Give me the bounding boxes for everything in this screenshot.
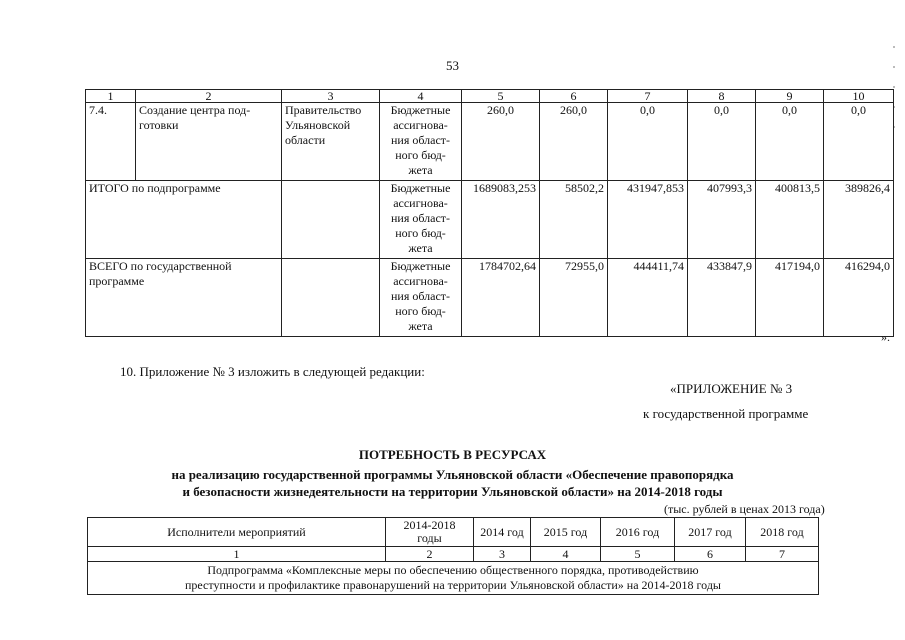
value-cell: 72955,0: [540, 259, 608, 337]
value-cell: 58502,2: [540, 181, 608, 259]
column-number: 1: [88, 547, 386, 562]
value-cell: 433847,9: [688, 259, 756, 337]
value-cell: 407993,3: [688, 181, 756, 259]
row-code: 7.4.: [86, 103, 136, 181]
budget-table: [85, 89, 894, 337]
column-number: 9: [756, 90, 824, 103]
amendment-paragraph: 10. Приложение № 3 изложить в следующей редакции:: [120, 364, 425, 379]
row-name: ВСЕГО по государственной программе: [86, 259, 282, 337]
column-header: 2014 год: [474, 518, 531, 547]
table-row: [86, 103, 894, 181]
resources-subtitle-line2: и безопасности жизнедеятельности на территории Ульяновской области» на 2014-2018 годы: [182, 484, 723, 499]
column-header: Исполнители мероприятий: [88, 518, 386, 547]
column-number: 6: [675, 547, 746, 562]
column-header: 2018 год: [746, 518, 819, 547]
value-cell: 444411,74: [608, 259, 688, 337]
appendix-title: «ПРИЛОЖЕНИЕ № 3: [670, 381, 793, 396]
row-name: ИТОГО по подпрограмме: [86, 181, 282, 259]
value-cell: 416294,0: [824, 259, 894, 337]
table-row: [86, 181, 894, 259]
value-cell: 0,0: [756, 103, 824, 181]
column-number: 2: [136, 90, 282, 103]
subprogram-title: Подпрограмма «Комплексные меры по обеспечению общественного порядка, противодействию преступности и профилактике правонарушений на территории Ульяновской области» на 2014-2018 годы: [88, 562, 819, 595]
column-number: 4: [531, 547, 601, 562]
budget-table-header: [86, 90, 894, 103]
value-cell: 0,0: [688, 103, 756, 181]
subprogram-row: [88, 562, 819, 595]
column-header: 2017 год: [675, 518, 746, 547]
column-header: 2015 год: [531, 518, 601, 547]
page-number: 53: [446, 58, 459, 73]
value-cell: 260,0: [540, 103, 608, 181]
column-numbers-row: [88, 547, 819, 562]
column-number: 5: [601, 547, 675, 562]
table-row: [86, 259, 894, 337]
value-cell: 1689083,253: [462, 181, 540, 259]
appendix-subtitle: к государственной программе: [643, 406, 809, 421]
row-source: Бюджетные ассигнова- ния област- ного бюд- жета: [380, 103, 462, 181]
row-executor: Правительство Ульяновской области: [282, 103, 380, 181]
column-number: 1: [86, 90, 136, 103]
column-header: 2016 год: [601, 518, 675, 547]
value-cell: 389826,4: [824, 181, 894, 259]
value-cell: 1784702,64: [462, 259, 540, 337]
row-executor: [282, 259, 380, 337]
row-source: Бюджетные ассигнова- ния област- ного бюд- жета: [380, 181, 462, 259]
column-number: 10: [824, 90, 894, 103]
value-cell: 0,0: [824, 103, 894, 181]
row-source: Бюджетные ассигнова- ния област- ного бюд- жета: [380, 259, 462, 337]
resources-table-header: [88, 518, 819, 547]
value-cell: 400813,5: [756, 181, 824, 259]
row-name: Создание центра под- готовки: [136, 103, 282, 181]
column-number: 7: [608, 90, 688, 103]
resources-title: ПОТРЕБНОСТЬ В РЕСУРСАХ: [358, 447, 547, 462]
column-number: 2: [386, 547, 474, 562]
column-number: 5: [462, 90, 540, 103]
value-cell: 431947,853: [608, 181, 688, 259]
column-number: 8: [688, 90, 756, 103]
column-number: 4: [380, 90, 462, 103]
column-number: 7: [746, 547, 819, 562]
value-cell: 260,0: [462, 103, 540, 181]
value-cell: 0,0: [608, 103, 688, 181]
row-executor: [282, 181, 380, 259]
closing-quote-mark: ».: [881, 330, 890, 344]
value-cell: 417194,0: [756, 259, 824, 337]
column-number: 3: [282, 90, 380, 103]
column-number: 3: [474, 547, 531, 562]
column-header: 2014-2018 годы: [386, 518, 474, 547]
resources-subtitle-line1: на реализацию государственной программы Ульяновской области «Обеспечение правопорядка: [171, 467, 734, 482]
column-number: 6: [540, 90, 608, 103]
resources-table: [87, 517, 819, 595]
units-note: (тыс. рублей в ценах 2013 года): [664, 502, 825, 516]
